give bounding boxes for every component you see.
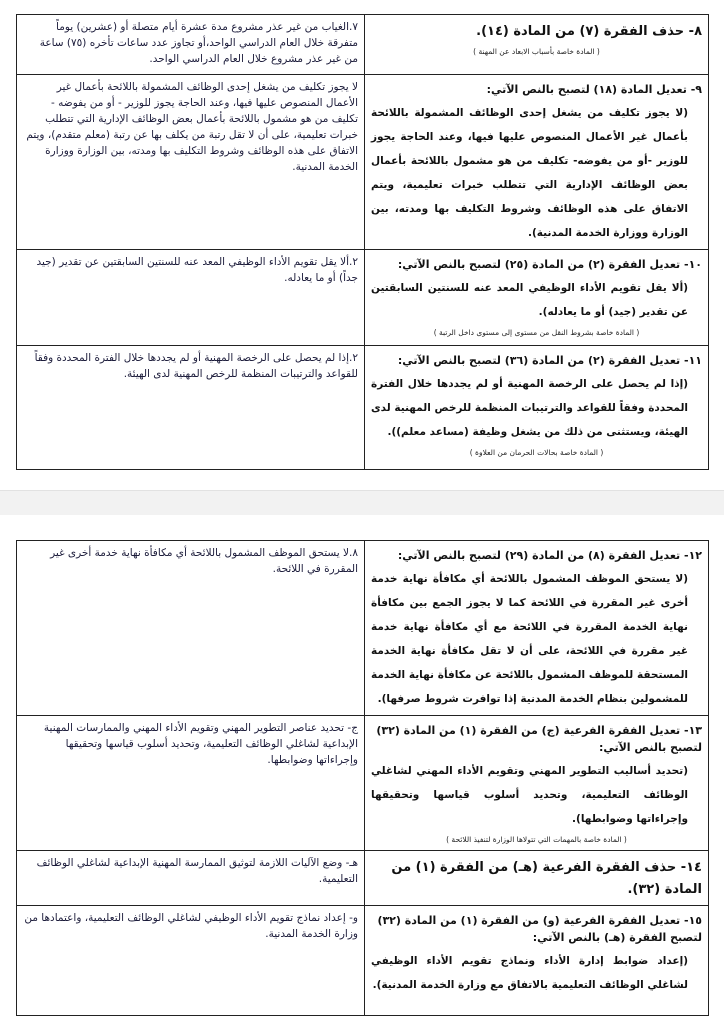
original-text: ج- تحديد عناصر التطوير المهني وتقويم الأداء المهني والممارسات المهنية الإبداعية لشاغلي الوظائف التعليمية، وتحديد أسلوب قياسها وتحقيقها وإجراءاتها وضوابطها. (43, 722, 358, 766)
amendment-title: ٨- حذف الفقرة (٧) من المادة (١٤). (476, 24, 702, 39)
document-page-2 (0, 515, 724, 1023)
original-text: و- إعداد نماذج تقويم الأداء الوظيفي لشاغلي الوظائف التعليمية، واعتمادها من وزارة الخدمة المدنية. (24, 912, 358, 940)
table-row (17, 75, 709, 250)
original-text-cell (17, 250, 365, 346)
amendment-body: (ألا يقل تقويم الأداء الوظيفي المعد عنه للسنتين السابقتين عن تقدير (جيد) أو ما يعادله). (371, 282, 688, 318)
original-text-cell (17, 75, 365, 250)
amendment-cell (365, 716, 709, 851)
page-separator (0, 490, 724, 516)
amendment-note: ( المادة خاصة بحالات الحرمان من العلاوة ) (469, 448, 604, 457)
original-text: ٢.إذا لم يحصل على الرخصة المهنية أو لم يجددها خلال الفترة المحددة وفقاً للقواعد والترتيبات المنظمة للرخص المهنية لدى الهيئة. (34, 352, 358, 380)
amendment-title: ٩- تعديل المادة (١٨) لتصبح بالنص الآتي: (486, 83, 702, 96)
amendment-note: ( المادة خاصة بشروط النقل من مستوى إلى مستوى داخل الرتبة ) (433, 328, 640, 337)
amendment-title: ١٤- حذف الفقرة الفرعية (هـ) من الفقرة (١) من المادة (٣٢). (391, 860, 702, 897)
table-row (17, 346, 709, 470)
amendment-cell (365, 15, 709, 75)
original-text-cell (17, 716, 365, 851)
original-text: ٧.الغياب من غير عذر مشروع مدة عشرة أيام متصلة أو (عشرين) يوماً متفرقة خلال العام الدراسي الواحد،أو تجاوز عدد ساعات تأخره (٧٥) ساعة من غير عذر مشروع خلال العام الدراسي الواحد. (39, 21, 358, 65)
original-text-cell (17, 346, 365, 470)
amendment-cell (365, 75, 709, 250)
amendments-table-page-1 (16, 14, 709, 470)
original-text: لا يجوز تكليف من يشغل إحدى الوظائف المشمولة باللائحة بأعمال غير الأعمال المنصوص عليها فيها، وعند الحاجة يجوز للوزير - أو من يفوضه - تكليف من هو مشمول باللائحة بأعمال بعض الوظائف الإدارية التي تتطلب خبرات تعليمية، على أن لا تقل رتبة من يكلف بها عن رتبة (معلم متقدم)، ويتم الاتفاق على هذه الوظائف وشروط التكليف بها ومدته، بين الوزارة ووزارة الخدمة المدنية. (26, 81, 358, 173)
original-text-cell (17, 851, 365, 906)
original-text: ٨.لا يستحق الموظف المشمول باللائحة أي مكافأة نهاية خدمة أخرى غير المقررة في اللائحة. (50, 547, 358, 575)
amendment-cell (365, 541, 709, 716)
amendment-title: ١٢- تعديل الفقرة (٨) من المادة (٢٩) لتصبح بالنص الآتي: (397, 549, 702, 562)
amendment-title: ١٥- تعديل الفقرة الفرعية (و) من الفقرة (١) من المادة (٣٢) لتصبح الفقرة (هـ) بالنص الآتي: (377, 914, 702, 944)
amendment-cell (365, 906, 709, 1016)
amendment-note: ( المادة خاصة بالمهمات التي تتولاها الوزارة لتنفيذ اللائحة ) (446, 835, 627, 844)
table-row (17, 851, 709, 906)
amendment-title: ١١- تعديل الفقرة (٢) من المادة (٣٦) لتصبح بالنص الآتي: (397, 354, 702, 367)
amendment-body: (إعداد ضوابط إدارة الأداء ونماذج تقويم الأداء الوظيفي لشاغلي الوظائف التعليمية بالاتفاق مع وزارة الخدمة المدنية). (371, 955, 688, 991)
amendment-body: (تحديد أساليب التطوير المهني وتقويم الأداء المهني لشاغلي الوظائف التعليمية، وتحديد أسلوب قياسها وتحقيقها وإجراءاتها وضوابطها). (371, 765, 688, 825)
amendment-cell (365, 851, 709, 906)
original-text-cell (17, 541, 365, 716)
amendment-body: (لا يستحق الموظف المشمول باللائحة أي مكافأة نهاية خدمة أخرى غير المقررة في اللائحة كما لا يجوز الجمع بين مكافأة نهاية الخدمة المقررة في اللائحة مع أي مكافأة نهاية خدمة غير مقررة في اللائحة، على أن لا تقل مكافأة نهاية الخدمة المستحقة للموظف المشمول باللائحة عن مكافأة نهاية الخدمة للمشمولين بنظام الخدمة المدنية إذا توافرت شروط صرفها). (371, 573, 688, 705)
amendment-title: ١٣- تعديل الفقرة الفرعية (ج) من الفقرة (١) من المادة (٣٢) لتصبح بالنص الآتي: (376, 724, 702, 754)
original-text-cell (17, 15, 365, 75)
amendment-body: (إذا لم يحصل على الرخصة المهنية أو لم يجددها خلال الفترة المحددة وفقاً للقواعد والترتيبات المنظمة للرخص المهنية لدى الهيئة، ويستثنى من ذلك من يشغل وظيفة (مساعد معلم)). (371, 378, 688, 438)
original-text: ٢.ألا يقل تقويم الأداء الوظيفي المعد عنه للسنتين السابقتين عن تقدير (جيد جداً) أو ما يعادله. (36, 256, 358, 284)
table-row (17, 906, 709, 1016)
amendment-cell (365, 346, 709, 470)
document-page-1 (0, 0, 724, 490)
table-row (17, 716, 709, 851)
amendment-cell (365, 250, 709, 346)
original-text: هـ- وضع الآليات اللازمة لتوثيق الممارسة المهنية الإبداعية لشاغلي الوظائف التعليمية. (36, 857, 358, 885)
amendment-note: ( المادة خاصة بأسباب الابعاد عن المهنة ) (473, 47, 600, 56)
table-row (17, 250, 709, 346)
amendments-table-page-2 (16, 540, 709, 1016)
table-row (17, 15, 709, 75)
table-row (17, 541, 709, 716)
original-text-cell (17, 906, 365, 1016)
amendment-title: ١٠- تعديل الفقرة (٢) من المادة (٢٥) لتصبح بالنص الآتي: (397, 258, 702, 271)
amendment-body: (لا يجوز تكليف من يشغل إحدى الوظائف المشمولة باللائحة بأعمال غير الأعمال المنصوص عليها فيها، وعند الحاجة يجوز للوزير -أو من يفوضه- تكليف من هو مشمول باللائحة بأعمال بعض الوظائف الإدارية التي تتطلب خبرات تعليمية، ويتم الاتفاق على هذه الوظائف وشروط التكليف بها ومدته، بين الوزارة ووزارة الخدمة المدنية). (371, 107, 688, 239)
